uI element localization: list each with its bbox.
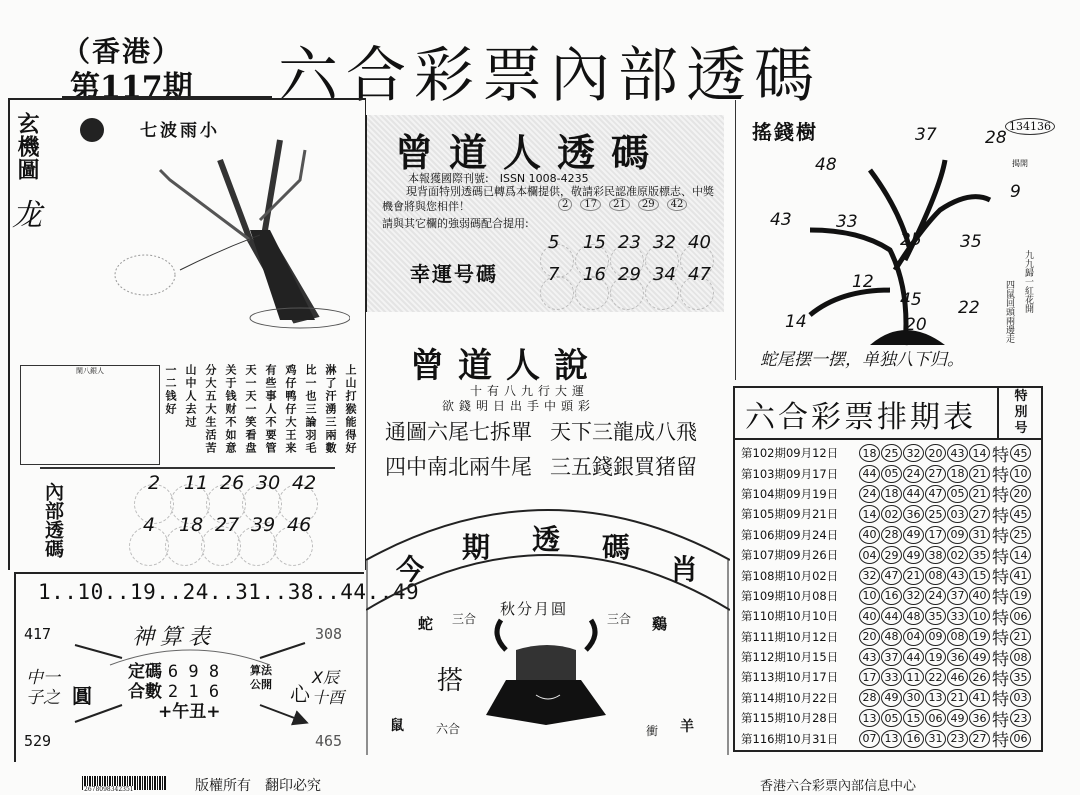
handwritten-number: 42 [292, 472, 317, 494]
table-row [741, 525, 1032, 548]
table-row [741, 728, 1032, 752]
row-label: 第111期10月12日 [741, 629, 839, 644]
number-ball: 09 [925, 628, 946, 646]
verse: 天下三龍成八飛 [550, 420, 697, 444]
zodiac-goat: 羊 [680, 719, 694, 735]
table-row [741, 565, 1032, 589]
handwritten-number: 11 [184, 472, 209, 494]
handwritten-number: 4 [143, 514, 156, 536]
number-ball: 05 [947, 485, 968, 503]
number-ball: 16 [881, 587, 902, 605]
corner-br: 465 [315, 732, 343, 750]
zodiac-rooster: 鷄 [652, 615, 668, 633]
row-label: 第110期10月10日 [741, 609, 839, 624]
special-mark: 特 [992, 568, 1009, 589]
special-mark: 特 [992, 506, 1009, 527]
chong: 衝 [646, 724, 659, 738]
issue-number: 第117期 [70, 70, 193, 105]
row-label: 第112期10月15日 [741, 650, 839, 665]
number-ball: 06 [925, 709, 946, 727]
handwritten-number: 40 [688, 232, 711, 253]
verse: 三五錢銀買猪留 [550, 455, 697, 479]
picture-caption: 閑八銀人 [76, 367, 104, 375]
jinqi-subtitle: 秋分月圓 [500, 600, 569, 618]
number-ball: 10 [969, 607, 990, 625]
number-ball: 14 [969, 444, 990, 462]
special-number-ball: 06 [1010, 607, 1031, 625]
marked-number: 21 [609, 198, 630, 211]
tree-number: 48 [815, 155, 837, 175]
number-ball: 35 [969, 546, 990, 564]
table-title: 六合彩票排期表 [745, 400, 976, 435]
number-ball: 49 [881, 689, 902, 707]
publisher: 香港六合彩票內部信息中心 [760, 779, 917, 794]
shuo-verses [385, 415, 715, 485]
page-title: 六合彩票內部透碼 [278, 41, 822, 111]
tree-number: 35 [960, 232, 982, 252]
handwritten-number: 23 [618, 232, 641, 253]
special-number-ball: 08 [1010, 648, 1031, 666]
verse-block [164, 364, 358, 464]
corner-tl: 417 [24, 625, 52, 643]
tree-number: 20 [905, 315, 927, 335]
number-ball: 19 [925, 648, 946, 666]
special-number-ball: 06 [1010, 730, 1031, 748]
special-mark: 特 [992, 527, 1009, 548]
corner-bl: 529 [24, 732, 52, 750]
number-ball: 14 [859, 505, 880, 523]
number-ball: 27 [925, 465, 946, 483]
heshu-label: 合數 [128, 682, 162, 702]
special-number-ball: 23 [1010, 709, 1031, 727]
verse-column: 关于钱财不如意 [224, 364, 237, 455]
marked-number: 2 [558, 198, 572, 211]
sanhe-2: 三合 [607, 612, 632, 626]
special-mark: 特 [992, 710, 1009, 731]
barcode-number: 2678098342351 [84, 786, 134, 793]
tree-number: 45 [900, 290, 922, 310]
number-ball: 07 [859, 730, 880, 748]
tree-number: 12 [852, 272, 874, 292]
number-ball: 20 [859, 628, 880, 646]
lucky-label: 幸運号碼 [410, 262, 498, 286]
number-ball: 18 [859, 444, 880, 462]
right-divider [735, 100, 736, 380]
da-char: 搭 [437, 666, 464, 696]
zodiac-snake: 蛇 [418, 615, 434, 633]
table-row [741, 484, 1032, 507]
special-number-ball: 10 [1010, 465, 1031, 483]
verse-column: 天一天一笑看盘 [244, 364, 257, 455]
tree-bottom-verse: 蛇尾摆一摆，单独八下归。 [760, 350, 964, 370]
special-number-ball: 21 [1010, 628, 1031, 646]
table-row [741, 627, 1032, 650]
handwritten-number: 39 [251, 514, 276, 536]
handwritten-number: 46 [287, 514, 312, 536]
number-ball: 32 [859, 567, 880, 585]
heshu-value: 2 1 6 [167, 682, 220, 702]
number-ball: 31 [969, 526, 990, 544]
special-mark: 特 [992, 670, 1009, 690]
neibu-label: 內部透碼 [42, 482, 64, 558]
number-ball: 41 [969, 689, 990, 707]
handwritten-number: 7 [548, 264, 560, 285]
xuanji-label: 玄機圖 [14, 112, 40, 181]
number-ball: 44 [903, 485, 924, 503]
tree-title: 搖錢樹 [752, 120, 818, 144]
special-mark: 特 [992, 547, 1009, 568]
number-ball: 21 [969, 485, 990, 503]
zodiac-rat: 鼠 [390, 718, 404, 734]
number-ball: 49 [903, 526, 924, 544]
number-ball: 15 [903, 709, 924, 727]
special-number-ball: 19 [1010, 587, 1031, 605]
tree-number: 37 [915, 125, 937, 145]
special-number-ball: 41 [1010, 567, 1031, 585]
number-ball: 15 [969, 567, 990, 585]
mark-row [558, 198, 698, 211]
liuhe: 六合 [436, 722, 461, 736]
tree-stamp-sub: 揭開 [1012, 159, 1028, 168]
table-row [741, 545, 1032, 568]
number-ball: 09 [947, 526, 968, 544]
jinqi-char: 今 [396, 553, 425, 586]
verse-column: 比一也三論羽毛 [304, 364, 317, 455]
number-ball: 16 [903, 730, 924, 748]
verse-column: 一二钱好 [164, 364, 177, 416]
zengdao-title: 曾道人透碼 [395, 130, 666, 175]
row-label: 第116期10月31日 [741, 731, 839, 746]
verse-column: 有些事人不要管 [264, 364, 277, 455]
special-mark: 特 [992, 731, 1009, 752]
tree-number: 14 [785, 312, 807, 332]
handwritten-number: 29 [618, 264, 641, 285]
notice-2: 請與其它欄的強弱碼配合提用: [382, 217, 529, 230]
row-label: 第103期09月17日 [741, 466, 839, 481]
number-ball: 08 [947, 628, 968, 646]
special-mark: 特 [992, 486, 1009, 507]
jinqi-char: 透 [532, 523, 561, 556]
number-ball: 27 [969, 730, 990, 748]
row-label: 第107期09月26日 [741, 548, 839, 563]
number-ball: 28 [859, 689, 880, 707]
handwritten-number: 27 [215, 514, 240, 536]
number-ball: 40 [859, 607, 880, 625]
number-ball: 32 [903, 587, 924, 605]
notice: 現背面特別透碼已轉爲本欄提供，敬請彩民認准原版標志、中獎機會將與您相伴！ [382, 185, 714, 213]
number-ball: 47 [881, 567, 902, 585]
special-number-ball: 14 [1010, 546, 1031, 564]
row-label: 第115期10月28日 [741, 711, 839, 726]
verse-column: 分大五大生活苦 [204, 364, 217, 455]
verse: 四中南北兩牛尾 [385, 455, 532, 479]
number-ball: 48 [903, 607, 924, 625]
number-ball: 24 [903, 465, 924, 483]
number-ball: 23 [947, 730, 968, 748]
verse-column: 淋了汗湧三兩數 [324, 364, 337, 455]
special-mark: 特 [992, 588, 1009, 609]
number-ball: 37 [947, 587, 968, 605]
number-ball: 02 [881, 505, 902, 523]
number-ball: 18 [881, 485, 902, 503]
issn-label: 本報獲國際刊號: [408, 172, 489, 185]
number-ball: 18 [947, 465, 968, 483]
special-mark: 特 [992, 649, 1009, 670]
special-number-ball: 45 [1010, 444, 1031, 462]
number-ball: 22 [925, 668, 946, 686]
verse-column: 山中人去过 [184, 364, 197, 429]
number-ball: 43 [947, 567, 968, 585]
tree-number: 43 [770, 210, 792, 230]
table-row [741, 606, 1032, 629]
number-ball: 10 [859, 587, 880, 605]
row-label: 第109期10月08日 [741, 588, 839, 603]
number-ball: 49 [969, 648, 990, 666]
row-label: 第114期10月22日 [741, 690, 839, 705]
jinqi-char: 肖 [670, 553, 699, 586]
table-row [741, 463, 1032, 487]
dingma-block [128, 662, 221, 722]
picture-frame [20, 365, 160, 465]
number-ball: 11 [903, 668, 924, 686]
number-ball: 48 [881, 628, 902, 646]
tree-number: 28 [985, 128, 1007, 148]
jinqi-char: 期 [462, 531, 491, 564]
handwritten-number: 2 [148, 472, 161, 494]
copyright: 版權所有 翻印必究 [195, 778, 321, 794]
special-mark: 特 [992, 629, 1009, 650]
number-ball: 49 [947, 709, 968, 727]
number-ball: 44 [903, 648, 924, 666]
number-ball: 25 [925, 505, 946, 523]
special-number-ball: 20 [1010, 485, 1031, 503]
dingma-label: 定碼 [128, 662, 162, 682]
special-number-ball: 35 [1010, 668, 1031, 686]
special-number-ball: 25 [1010, 526, 1031, 544]
number-ball: 38 [925, 546, 946, 564]
table-row [741, 708, 1032, 731]
verse: 通圖六尾七拆單 [385, 420, 532, 444]
issn: ISSN 1008-4235 [499, 172, 589, 185]
number-ball: 05 [881, 709, 902, 727]
number-ball: 33 [947, 607, 968, 625]
number-ball: 24 [925, 587, 946, 605]
number-ball: 08 [925, 567, 946, 585]
special-mark: 特 [992, 445, 1009, 466]
tree-verse-right: 九九歸一紅花開 [1023, 250, 1033, 313]
special-header: 特別号 [997, 386, 1043, 440]
number-ball: 25 [881, 444, 902, 462]
number-ball: 29 [881, 546, 902, 564]
handwritten-number: 15 [583, 232, 606, 253]
special-number-ball: 45 [1010, 505, 1031, 523]
method-2: 公開 [250, 678, 272, 691]
special-mark: 特 [992, 608, 1009, 629]
number-ball: 20 [925, 444, 946, 462]
table-body [741, 443, 1032, 752]
right-handwriting: X辰十酉 [312, 668, 345, 707]
xuanji-zodiac: 龙 [12, 198, 42, 233]
right-char: 心 [290, 682, 310, 706]
zodiac-line: +午丑+ [158, 702, 221, 722]
number-ball: 21 [903, 567, 924, 585]
tree-stamp: 134136 [1005, 118, 1055, 135]
handwritten-number: 16 [583, 264, 606, 285]
number-ball: 43 [947, 444, 968, 462]
number-ball: 40 [859, 526, 880, 544]
special-mark: 特 [992, 690, 1009, 711]
number-ball: 37 [881, 648, 902, 666]
table-row [741, 586, 1032, 609]
number-ball: 36 [969, 709, 990, 727]
number-ball: 49 [903, 546, 924, 564]
tree-number: 33 [836, 212, 858, 232]
corner-tr: 308 [315, 625, 343, 643]
number-ball: 04 [859, 546, 880, 564]
number-ball: 21 [969, 465, 990, 483]
number-ball: 19 [969, 628, 990, 646]
tree-verse-right-2: 四鼠回頭兩邊走 [1004, 280, 1014, 343]
verse-column: 上山打猴能得好 [344, 364, 357, 455]
shensuan-title: 神算表 [132, 625, 217, 650]
table-row [741, 647, 1032, 670]
special-number-ball: 03 [1010, 689, 1031, 707]
row-label: 第106期09月24日 [741, 527, 839, 542]
number-ball: 05 [881, 465, 902, 483]
number-ball: 31 [925, 730, 946, 748]
handwritten-number: 26 [220, 472, 245, 494]
number-ball: 02 [947, 546, 968, 564]
number-ball: 36 [903, 505, 924, 523]
number-ball: 13 [859, 709, 880, 727]
handwritten-number: 32 [653, 232, 676, 253]
xuanji-caption: 七波雨小 [140, 121, 220, 141]
sequence-numbers: 1..10..19..24..31..38..44..49 [38, 580, 420, 604]
number-ball: 40 [969, 587, 990, 605]
number-ball: 44 [859, 465, 880, 483]
number-ball: 13 [925, 689, 946, 707]
sanhe-1: 三合 [452, 612, 477, 626]
special-mark: 特 [992, 466, 1009, 487]
table-row [741, 667, 1032, 690]
handwritten-number: 47 [688, 264, 711, 285]
jinqi-char: 碼 [602, 531, 631, 564]
number-ball: 27 [969, 505, 990, 523]
shuo-line-2: 欲錢明日出手中頭彩 [442, 399, 596, 413]
number-ball: 36 [947, 648, 968, 666]
row-label: 第102期09月12日 [741, 446, 839, 461]
row-label: 第104期09月19日 [741, 486, 839, 501]
tree-number: 22 [958, 298, 980, 318]
number-ball: 44 [881, 607, 902, 625]
handwritten-number: 34 [653, 264, 676, 285]
method-note [250, 664, 278, 692]
row-label: 第105期09月21日 [741, 507, 839, 522]
number-ball: 03 [947, 505, 968, 523]
table-row [741, 443, 1032, 466]
tree-number: 25 [900, 230, 922, 250]
verse-column: 鸡仔鸭仔大王来 [284, 364, 297, 455]
row-label: 第113期10月17日 [741, 670, 839, 685]
number-ball: 46 [947, 668, 968, 686]
method-1: 算法 [250, 664, 272, 677]
handwritten-number: 30 [256, 472, 281, 494]
left-char: 圓 [72, 684, 92, 708]
number-ball: 24 [859, 485, 880, 503]
number-ball: 43 [859, 648, 880, 666]
divider [40, 467, 335, 469]
number-ball: 30 [903, 689, 924, 707]
number-ball: 35 [925, 607, 946, 625]
marked-number: 29 [638, 198, 659, 211]
number-ball: 04 [903, 628, 924, 646]
number-ball: 47 [925, 485, 946, 503]
dingma-value: 6 9 8 [167, 662, 220, 682]
handwritten-number: 18 [179, 514, 204, 536]
marked-number: 42 [667, 198, 688, 211]
tree-number: 9 [1010, 182, 1021, 202]
number-ball: 32 [903, 444, 924, 462]
number-ball: 17 [859, 668, 880, 686]
number-ball: 28 [881, 526, 902, 544]
shuo-title: 曾道人說 [410, 346, 602, 386]
number-ball: 21 [947, 689, 968, 707]
marked-number: 17 [580, 198, 601, 211]
number-ball: 33 [881, 668, 902, 686]
shuo-line-1: 十有八九行大運 [470, 384, 590, 398]
table-row [741, 504, 1032, 527]
number-ball: 17 [925, 526, 946, 544]
region-label: （香港） [62, 35, 183, 68]
row-label: 第108期10月02日 [741, 568, 839, 583]
left-handwriting: 中一子之 [26, 668, 60, 708]
handwritten-number: 5 [548, 232, 560, 253]
tree-dog-illustration [100, 130, 350, 330]
number-ball: 26 [969, 668, 990, 686]
table-row [741, 688, 1032, 711]
number-ball: 13 [881, 730, 902, 748]
